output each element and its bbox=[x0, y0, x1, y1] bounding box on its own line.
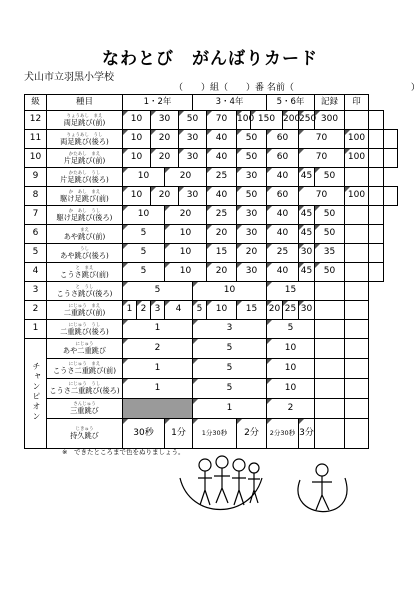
target-cell[interactable]: 1 bbox=[123, 301, 137, 320]
target-cell[interactable]: 300 bbox=[315, 111, 345, 130]
level-number: 5 bbox=[25, 244, 47, 263]
target-cell[interactable]: 30 bbox=[179, 187, 207, 206]
target-cell[interactable]: 1分 bbox=[165, 419, 193, 449]
target-cell[interactable]: 20 bbox=[207, 225, 237, 244]
event-name: じきゅう 持久跳び bbox=[47, 419, 123, 449]
target-cell[interactable]: 10 bbox=[123, 206, 165, 225]
target-cell[interactable]: 3分 bbox=[299, 419, 315, 449]
event-name: りょうあし まえ 両足跳び(前) bbox=[47, 111, 123, 130]
target-cell[interactable]: 50 bbox=[179, 111, 207, 130]
target-cell[interactable]: 60 bbox=[267, 149, 299, 168]
target-cell[interactable]: 30秒 bbox=[123, 419, 165, 449]
target-cell[interactable]: 20 bbox=[165, 206, 207, 225]
target-cell[interactable]: 10 bbox=[207, 301, 237, 320]
target-cell[interactable]: 70 bbox=[299, 130, 345, 149]
target-cell[interactable]: 20 bbox=[151, 149, 179, 168]
target-cell[interactable]: 1 bbox=[123, 379, 193, 399]
target-cell[interactable]: 30 bbox=[151, 111, 179, 130]
event-name: か あし うし 駆け足跳び(後ろ) bbox=[47, 206, 123, 225]
target-cell[interactable]: 45 bbox=[299, 206, 315, 225]
target-cell[interactable]: 5 bbox=[193, 301, 207, 320]
name-line[interactable]: （ ）組（ ）番 名前（ ） bbox=[174, 83, 420, 93]
target-cell[interactable]: 40 bbox=[207, 187, 237, 206]
target-cell[interactable]: 70 bbox=[207, 111, 237, 130]
target-cell[interactable]: 30 bbox=[237, 225, 267, 244]
target-cell[interactable]: 30 bbox=[179, 130, 207, 149]
target-cell[interactable]: 30 bbox=[237, 168, 267, 187]
target-cell[interactable]: 30 bbox=[299, 244, 315, 263]
header-grade-3-4: 3・4年 bbox=[193, 95, 267, 111]
target-cell[interactable]: 25 bbox=[283, 301, 299, 320]
level-number: 8 bbox=[25, 187, 47, 206]
target-cell[interactable]: 25 bbox=[207, 168, 237, 187]
target-cell[interactable]: 250 bbox=[299, 111, 315, 130]
target-cell[interactable]: 10 bbox=[267, 379, 315, 399]
target-cell[interactable]: 1 bbox=[123, 320, 193, 339]
school-name: 犬山市立羽黒小学校 bbox=[24, 72, 114, 83]
event-name: かたあし うし 片足跳び(後ろ) bbox=[47, 168, 123, 187]
event-name: か あし まえ 駆け足跳び(前) bbox=[47, 187, 123, 206]
target-cell[interactable]: 5 bbox=[193, 379, 267, 399]
target-cell[interactable]: 200 bbox=[283, 111, 299, 130]
target-cell[interactable]: 20 bbox=[237, 244, 267, 263]
event-name: にじゅう うし こうさ二重跳び(後ろ) bbox=[47, 379, 123, 399]
target-cell[interactable]: 4 bbox=[165, 301, 193, 320]
target-cell[interactable]: 10 bbox=[165, 263, 207, 282]
target-cell[interactable]: 70 bbox=[299, 149, 345, 168]
event-name: と うし こうさ跳び(後ろ) bbox=[47, 282, 123, 301]
event-name: りょうあし うし 両足跳び(後ろ) bbox=[47, 130, 123, 149]
target-cell[interactable]: 45 bbox=[299, 263, 315, 282]
target-cell[interactable]: 25 bbox=[207, 206, 237, 225]
level-number: 7 bbox=[25, 206, 47, 225]
level-number: 1 bbox=[25, 320, 47, 339]
header-grade-5-6: 5・6年 bbox=[267, 95, 315, 111]
event-name: にじゅう まえ こうさ二重跳び(前) bbox=[47, 359, 123, 379]
level-number: 12 bbox=[25, 111, 47, 130]
page-title: なわとび がんばりカード bbox=[102, 49, 318, 69]
target-cell[interactable]: 2 bbox=[137, 301, 151, 320]
level-number: 4 bbox=[25, 263, 47, 282]
target-cell[interactable]: 10 bbox=[123, 168, 165, 187]
header-grade-1-2: 1・2年 bbox=[123, 95, 193, 111]
target-cell[interactable]: 1分30秒 bbox=[193, 419, 237, 449]
target-cell[interactable]: 40 bbox=[267, 225, 299, 244]
event-name: にじゅう まえ 二重跳び(前) bbox=[47, 301, 123, 320]
target-cell[interactable]: 10 bbox=[267, 359, 315, 379]
target-cell[interactable]: 50 bbox=[237, 149, 267, 168]
target-cell[interactable]: 5 bbox=[123, 263, 165, 282]
target-cell[interactable]: 3 bbox=[193, 320, 267, 339]
target-cell[interactable]: 50 bbox=[237, 187, 267, 206]
target-cell[interactable]: 50 bbox=[315, 225, 345, 244]
target-cell[interactable]: 20 bbox=[267, 301, 283, 320]
target-cell[interactable]: 50 bbox=[315, 168, 345, 187]
target-cell[interactable]: 45 bbox=[299, 225, 315, 244]
target-cell[interactable]: 45 bbox=[299, 168, 315, 187]
level-number: 11 bbox=[25, 130, 47, 149]
event-name: にじゅう あや二重跳び bbox=[47, 339, 123, 359]
target-cell[interactable]: 100 bbox=[345, 130, 369, 149]
event-name: さんじゅう 三重跳び bbox=[47, 399, 123, 419]
event-name: かたあし まえ 片足跳び(前) bbox=[47, 149, 123, 168]
target-cell[interactable]: 100 bbox=[345, 187, 369, 206]
target-cell[interactable]: 35 bbox=[315, 244, 345, 263]
level-number: 9 bbox=[25, 168, 47, 187]
target-cell[interactable]: 30 bbox=[237, 206, 267, 225]
target-cell[interactable]: 100 bbox=[237, 111, 251, 130]
level-number: 2 bbox=[25, 301, 47, 320]
champion-label: チャンピオン bbox=[25, 339, 47, 449]
target-cell[interactable]: 10 bbox=[123, 130, 151, 149]
target-cell[interactable]: 5 bbox=[193, 339, 267, 359]
target-cell[interactable]: 40 bbox=[267, 168, 299, 187]
target-cell[interactable]: 2分30秒 bbox=[267, 419, 299, 449]
target-cell[interactable]: 50 bbox=[315, 263, 345, 282]
target-cell[interactable]: 5 bbox=[123, 225, 165, 244]
target-cell[interactable]: 40 bbox=[267, 206, 299, 225]
event-name: まえ あや跳び(前) bbox=[47, 225, 123, 244]
target-cell[interactable]: 40 bbox=[207, 130, 237, 149]
target-cell[interactable]: 2分 bbox=[237, 419, 267, 449]
target-cell[interactable]: 10 bbox=[165, 244, 207, 263]
target-cell[interactable]: 40 bbox=[207, 149, 237, 168]
target-cell[interactable]: 5 bbox=[193, 359, 267, 379]
target-cell[interactable]: 100 bbox=[345, 149, 369, 168]
header-record: 記録 bbox=[315, 95, 345, 111]
event-name: と まえ こうさ跳び(前) bbox=[47, 263, 123, 282]
target-cell[interactable]: 1 bbox=[123, 359, 193, 379]
target-cell[interactable]: 15 bbox=[267, 282, 315, 301]
event-name: うし あや跳び(後ろ) bbox=[47, 244, 123, 263]
header-level: 級 bbox=[25, 95, 47, 111]
target-cell[interactable]: 30 bbox=[179, 149, 207, 168]
event-name: にじゅう うし 二重跳び(後ろ) bbox=[47, 320, 123, 339]
level-number: 3 bbox=[25, 282, 47, 301]
target-cell[interactable]: 2 bbox=[267, 399, 315, 419]
target-cell[interactable]: 25 bbox=[267, 244, 299, 263]
target-cell[interactable]: 20 bbox=[151, 130, 179, 149]
header-event: 種目 bbox=[47, 95, 123, 111]
target-cell[interactable]: 50 bbox=[237, 130, 267, 149]
target-cell[interactable]: 3 bbox=[151, 301, 165, 320]
coloring-note: ※ できたところまで色をぬりましょう。 bbox=[62, 448, 185, 456]
target-cell[interactable]: 70 bbox=[299, 187, 345, 206]
target-cell[interactable]: 10 bbox=[165, 225, 207, 244]
target-cell[interactable]: 5 bbox=[123, 282, 193, 301]
target-cell[interactable]: 40 bbox=[267, 263, 299, 282]
target-cell[interactable]: 5 bbox=[123, 244, 165, 263]
target-cell[interactable]: 30 bbox=[237, 263, 267, 282]
target-cell[interactable]: 10 bbox=[193, 282, 267, 301]
header-stamp: 印 bbox=[345, 95, 369, 111]
target-cell[interactable]: 15 bbox=[207, 244, 237, 263]
target-cell[interactable]: 15 bbox=[237, 301, 267, 320]
target-cell[interactable]: 10 bbox=[123, 149, 151, 168]
target-cell[interactable]: 10 bbox=[123, 187, 151, 206]
target-cell[interactable]: 50 bbox=[315, 206, 345, 225]
target-cell[interactable]: 60 bbox=[267, 187, 299, 206]
target-cell[interactable]: 30 bbox=[299, 301, 315, 320]
target-cell[interactable]: 5 bbox=[267, 320, 315, 339]
target-cell[interactable]: 60 bbox=[267, 130, 299, 149]
level-number: 6 bbox=[25, 225, 47, 244]
target-cell[interactable]: 150 bbox=[251, 111, 283, 130]
target-cell[interactable]: 10 bbox=[123, 111, 151, 130]
target-cell[interactable]: 1 bbox=[193, 399, 267, 419]
target-cell[interactable]: 2 bbox=[123, 339, 193, 359]
level-number: 10 bbox=[25, 149, 47, 168]
target-cell[interactable]: 20 bbox=[207, 263, 237, 282]
target-cell[interactable]: 20 bbox=[151, 187, 179, 206]
target-cell[interactable]: 10 bbox=[267, 339, 315, 359]
target-cell[interactable]: 20 bbox=[165, 168, 207, 187]
